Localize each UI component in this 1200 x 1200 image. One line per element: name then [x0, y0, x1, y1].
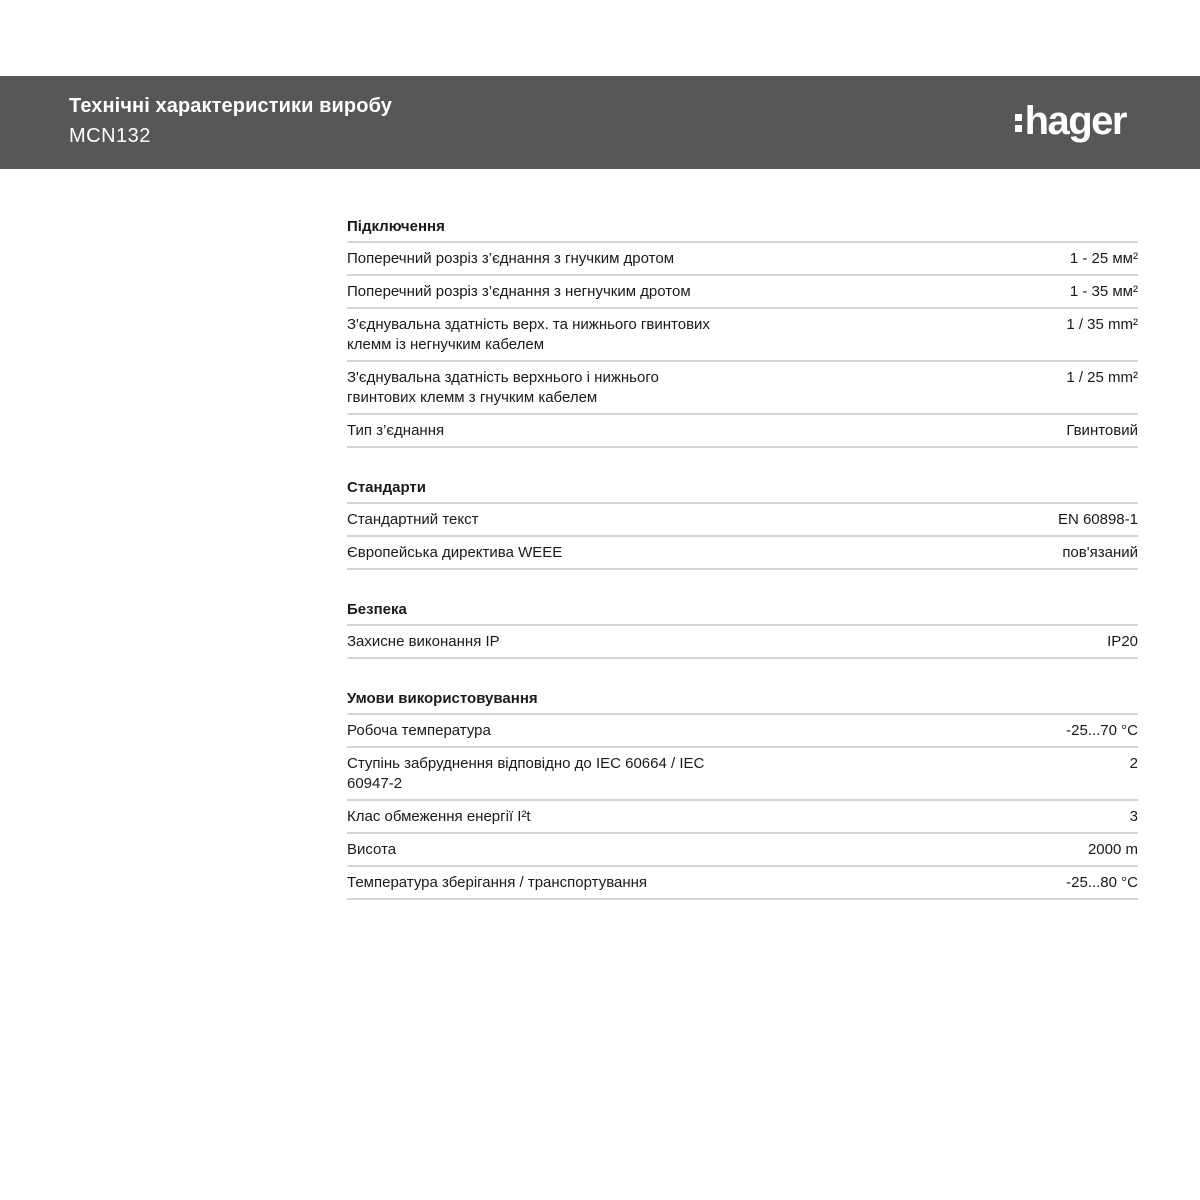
spec-row — [347, 801, 1138, 834]
spec-label: Температура зберігання / транспортування — [347, 874, 648, 891]
page-title: Технічні характеристики виробу — [69, 95, 392, 117]
product-model: MCN132 — [69, 125, 151, 147]
section-standards — [347, 471, 1138, 570]
spec-row — [347, 867, 1138, 900]
logo-dots-icon — [1015, 112, 1022, 134]
spec-row — [347, 748, 1138, 801]
section-title: Стандарти — [347, 471, 1138, 504]
spec-label: Поперечний розріз з’єднання з гнучким дротом — [347, 250, 675, 267]
spec-row — [347, 504, 1138, 537]
spec-value: 1 - 25 мм² — [1069, 250, 1138, 267]
spec-value: -25...70 °C — [1066, 722, 1138, 739]
spec-label: Клас обмеження енергії I²t — [347, 808, 531, 825]
spec-value: 2000 m — [1087, 841, 1138, 858]
spec-row — [347, 834, 1138, 867]
header-bar — [0, 76, 1200, 169]
section-usage-conditions — [347, 682, 1138, 900]
spec-value: Гвинтовий — [1066, 422, 1138, 439]
spec-value: 1 - 35 мм² — [1069, 283, 1138, 300]
hager-logo — [1015, 98, 1126, 144]
spec-label: Тип з’єднання — [347, 422, 445, 439]
logo-text: hager — [1024, 99, 1126, 143]
spec-row — [347, 715, 1138, 748]
spec-label: Робоча температура — [347, 722, 491, 739]
spec-row — [347, 537, 1138, 570]
spec-value: пов'язаний — [1062, 544, 1138, 561]
section-title: Підключення — [347, 210, 1138, 243]
spec-row — [347, 243, 1138, 276]
spec-row — [347, 626, 1138, 659]
section-safety — [347, 593, 1138, 659]
spec-label: Європейська директива WEEE — [347, 544, 563, 561]
spec-value: IP20 — [1107, 633, 1138, 650]
section-connection — [347, 210, 1138, 448]
spec-label: Захисне виконання IP — [347, 633, 500, 650]
section-title: Умови використовування — [347, 682, 1138, 715]
spec-label: Поперечний розріз з’єднання з негнучким дротом — [347, 283, 691, 300]
spec-value: 3 — [1129, 808, 1138, 825]
spec-value: 2 — [1129, 755, 1138, 772]
spec-label: Стандартний текст — [347, 511, 479, 528]
spec-value: 1 / 35 mm² — [1066, 316, 1138, 333]
spec-value: 1 / 25 mm² — [1066, 369, 1138, 386]
spec-row — [347, 415, 1138, 448]
spec-row — [347, 362, 1138, 415]
spec-label: Ступінь забруднення відповідно до IEC 60664 / IEC 60947-2 — [347, 755, 705, 792]
spec-label: З'єднувальна здатність верх. та нижнього гвинтових клемм із негнучким кабелем — [347, 316, 710, 353]
section-title: Безпека — [347, 593, 1138, 626]
spec-label: З'єднувальна здатність верхнього і нижнього гвинтових клемм з гнучким кабелем — [347, 369, 659, 406]
spec-value: -25...80 °C — [1066, 874, 1138, 891]
spec-content — [347, 210, 1138, 923]
spec-row — [347, 276, 1138, 309]
spec-row — [347, 309, 1138, 362]
spec-label: Висота — [347, 841, 397, 858]
spec-value: EN 60898-1 — [1057, 511, 1138, 528]
